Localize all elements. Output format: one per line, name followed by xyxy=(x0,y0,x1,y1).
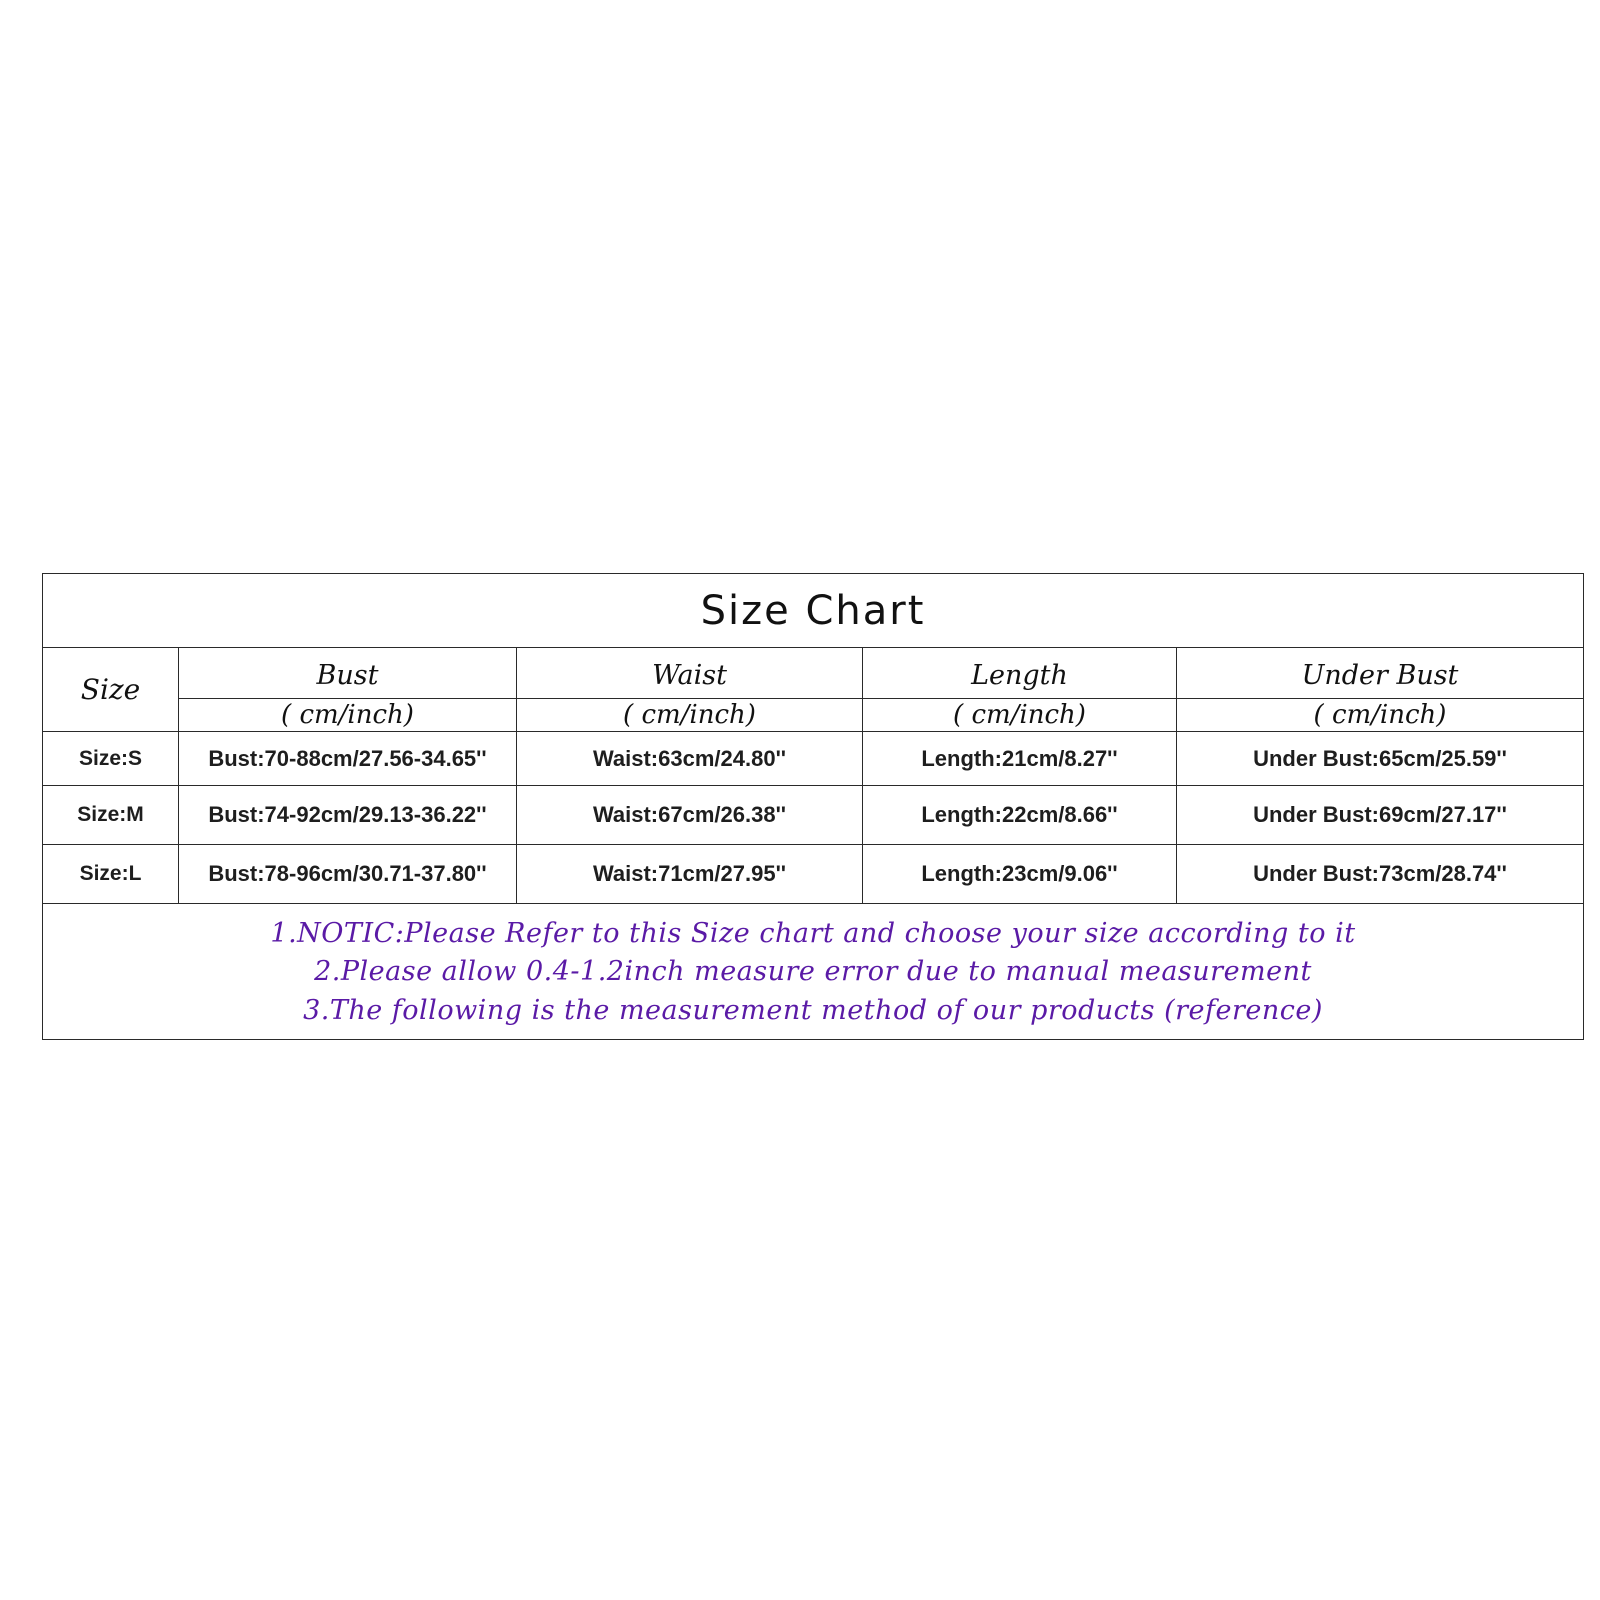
size-s-bust: Bust:70-88cm/27.56-34.65'' xyxy=(179,732,517,786)
waist-column-header: Waist xyxy=(517,647,863,699)
size-m-label: Size:M xyxy=(43,786,179,845)
size-l-under-bust: Under Bust:73cm/28.74'' xyxy=(1177,845,1583,904)
bust-unit-label: ( cm/inch) xyxy=(179,699,517,732)
size-chart-table xyxy=(42,573,1584,1040)
under-bust-column-header: Under Bust xyxy=(1177,647,1583,699)
size-s-length: Length:21cm/8.27'' xyxy=(863,732,1177,786)
size-l-bust: Bust:78-96cm/30.71-37.80'' xyxy=(179,845,517,904)
size-s-under-bust: Under Bust:65cm/25.59'' xyxy=(1177,732,1583,786)
size-m-length: Length:22cm/8.66'' xyxy=(863,786,1177,845)
size-m-under-bust: Under Bust:69cm/27.17'' xyxy=(1177,786,1583,845)
waist-unit-label: ( cm/inch) xyxy=(517,699,863,732)
size-m-waist: Waist:67cm/26.38'' xyxy=(517,786,863,845)
size-grid xyxy=(43,647,1583,906)
size-s-waist: Waist:63cm/24.80'' xyxy=(517,732,863,786)
note-line-2: 2.Please allow 0.4-1.2inch measure error due to manual measurement xyxy=(314,956,1312,987)
size-l-label: Size:L xyxy=(43,845,179,904)
bust-column-header: Bust xyxy=(179,647,517,699)
note-line-1: 1.NOTIC:Please Refer to this Size chart and choose your size according to it xyxy=(270,917,1356,949)
size-s-label: Size:S xyxy=(43,732,179,786)
size-l-length: Length:23cm/9.06'' xyxy=(863,845,1177,904)
note-line-3: 3.The following is the measurement method of our products (reference) xyxy=(303,994,1323,1026)
chart-title: Size Chart xyxy=(43,574,1583,648)
size-m-bust: Bust:74-92cm/29.13-36.22'' xyxy=(179,786,517,845)
size-l-waist: Waist:71cm/27.95'' xyxy=(517,845,863,904)
under-bust-unit-label: ( cm/inch) xyxy=(1177,699,1583,732)
length-unit-label: ( cm/inch) xyxy=(863,699,1177,732)
length-column-header: Length xyxy=(863,647,1177,699)
size-column-header: Size xyxy=(43,647,179,732)
notes-section xyxy=(43,906,1583,1039)
